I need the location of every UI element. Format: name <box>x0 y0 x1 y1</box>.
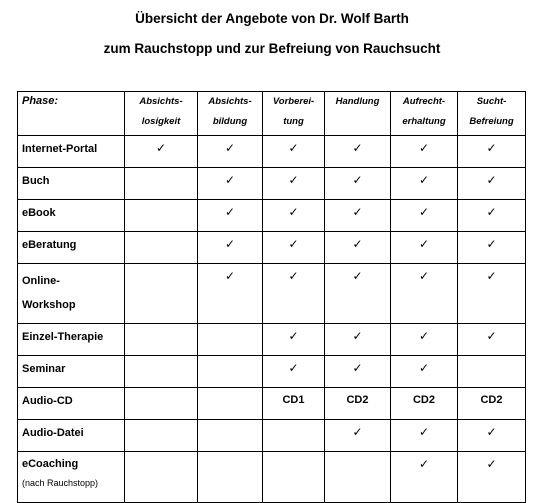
table-cell: ✓ <box>458 264 526 324</box>
table-cell <box>125 420 198 452</box>
table-header-row <box>18 92 526 136</box>
table-cell: ✓ <box>198 200 263 232</box>
table-cell: ✓ <box>263 232 325 264</box>
row-label-line: eBook <box>22 207 56 219</box>
row-label-line: Buch <box>22 175 50 187</box>
row-label-line: Online- <box>22 275 60 287</box>
row-label <box>18 200 125 232</box>
table-cell: ✓ <box>391 136 458 168</box>
row-label-line: Audio-Datei <box>22 427 84 439</box>
table-cell: ✓ <box>325 168 391 200</box>
row-label <box>18 264 125 324</box>
row-label-line: eCoaching <box>22 458 79 470</box>
page-subtitle: zum Rauchstopp und zur Befreiung von Rauchsucht <box>103 41 441 56</box>
table-cell: ✓ <box>391 232 458 264</box>
table-cell: ✓ <box>325 324 391 356</box>
row-label-line: Seminar <box>22 363 66 375</box>
column-header-line: Absichts- <box>208 96 252 107</box>
table-cell: ✓ <box>391 264 458 324</box>
table-cell: CD2 <box>458 388 526 420</box>
table-row <box>18 356 526 388</box>
table-cell <box>125 452 198 503</box>
table-cell <box>125 356 198 388</box>
column-header-line: losigkeit <box>141 116 181 127</box>
table-cell <box>125 168 198 200</box>
column-header-absichtsbildung <box>198 92 263 136</box>
table-cell: ✓ <box>263 136 325 168</box>
column-header-suchtbefreiung <box>458 92 526 136</box>
table-cell: ✓ <box>458 324 526 356</box>
table-cell: ✓ <box>391 168 458 200</box>
table-cell: ✓ <box>263 200 325 232</box>
table-cell: ✓ <box>263 324 325 356</box>
table-cell: ✓ <box>198 136 263 168</box>
column-header-line: Sucht- <box>476 96 507 107</box>
table-row <box>18 200 526 232</box>
row-label <box>18 324 125 356</box>
table-cell: ✓ <box>458 452 526 503</box>
table-cell: ✓ <box>263 356 325 388</box>
table-cell <box>125 232 198 264</box>
table-row <box>18 420 526 452</box>
table-cell: ✓ <box>325 356 391 388</box>
table-cell: ✓ <box>391 200 458 232</box>
table-cell: ✓ <box>125 136 198 168</box>
table-row <box>18 324 526 356</box>
column-header-aufrechterhaltung <box>391 92 458 136</box>
table-cell <box>325 452 391 503</box>
row-label <box>18 136 125 168</box>
page-title: Übersicht der Angebote von Dr. Wolf Barth <box>135 11 409 26</box>
column-header-line: Absichts- <box>139 96 183 107</box>
table-cell <box>125 264 198 324</box>
phase-header: Phase: <box>18 92 125 136</box>
table-cell: ✓ <box>391 420 458 452</box>
table-cell <box>263 420 325 452</box>
table-cell: ✓ <box>458 232 526 264</box>
row-label <box>18 420 125 452</box>
table-cell: ✓ <box>391 324 458 356</box>
table-cell: CD2 <box>391 388 458 420</box>
row-label-line: Audio-CD <box>22 395 73 407</box>
row-label-line: Workshop <box>22 299 76 311</box>
table-cell: ✓ <box>325 136 391 168</box>
column-header-line: tung <box>283 116 304 127</box>
table-cell: ✓ <box>263 168 325 200</box>
table-cell <box>125 324 198 356</box>
column-header-line: erhaltung <box>402 116 446 127</box>
column-header-line: Aufrecht- <box>402 96 446 107</box>
table-cell: CD1 <box>263 388 325 420</box>
table-row <box>18 452 526 503</box>
offer-phase-table <box>17 91 526 503</box>
table-cell: ✓ <box>198 232 263 264</box>
column-header-line: Befreiung <box>469 116 514 127</box>
row-label-line: Internet-Portal <box>22 143 98 155</box>
table-cell: ✓ <box>391 356 458 388</box>
table-cell <box>198 452 263 503</box>
table-cell: ✓ <box>198 264 263 324</box>
table-cell: ✓ <box>325 232 391 264</box>
table-cell <box>198 388 263 420</box>
table-cell <box>198 420 263 452</box>
row-label <box>18 388 125 420</box>
table-row <box>18 232 526 264</box>
column-header-line: bildung <box>212 116 248 127</box>
table-cell <box>458 356 526 388</box>
table-cell <box>263 452 325 503</box>
table-cell <box>125 200 198 232</box>
table-cell: ✓ <box>391 452 458 503</box>
table-cell: ✓ <box>198 168 263 200</box>
row-label <box>18 168 125 200</box>
table-row <box>18 388 526 420</box>
table-cell <box>125 388 198 420</box>
table-cell: ✓ <box>458 420 526 452</box>
table-row <box>18 264 526 324</box>
row-label-line: eBeratung <box>22 239 77 251</box>
table-row <box>18 136 526 168</box>
table-cell <box>198 356 263 388</box>
row-label-note: (nach Rauchstopp) <box>22 478 99 488</box>
table-cell: ✓ <box>325 264 391 324</box>
table-cell: ✓ <box>325 420 391 452</box>
table-cell: ✓ <box>458 200 526 232</box>
row-label <box>18 356 125 388</box>
table-cell: ✓ <box>458 136 526 168</box>
table-cell: ✓ <box>458 168 526 200</box>
column-header-absichtslosigkeit <box>125 92 198 136</box>
column-header-handlung <box>325 92 391 136</box>
column-header-vorbereitung <box>263 92 325 136</box>
column-header-line: Vorberei- <box>272 96 315 107</box>
row-label <box>18 452 125 503</box>
table-cell <box>198 324 263 356</box>
row-label <box>18 232 125 264</box>
table-cell: CD2 <box>325 388 391 420</box>
table-cell: ✓ <box>325 200 391 232</box>
table-row <box>18 168 526 200</box>
column-header-line: Handlung <box>335 96 380 107</box>
table-cell: ✓ <box>263 264 325 324</box>
row-label-line: Einzel-Therapie <box>22 331 104 343</box>
